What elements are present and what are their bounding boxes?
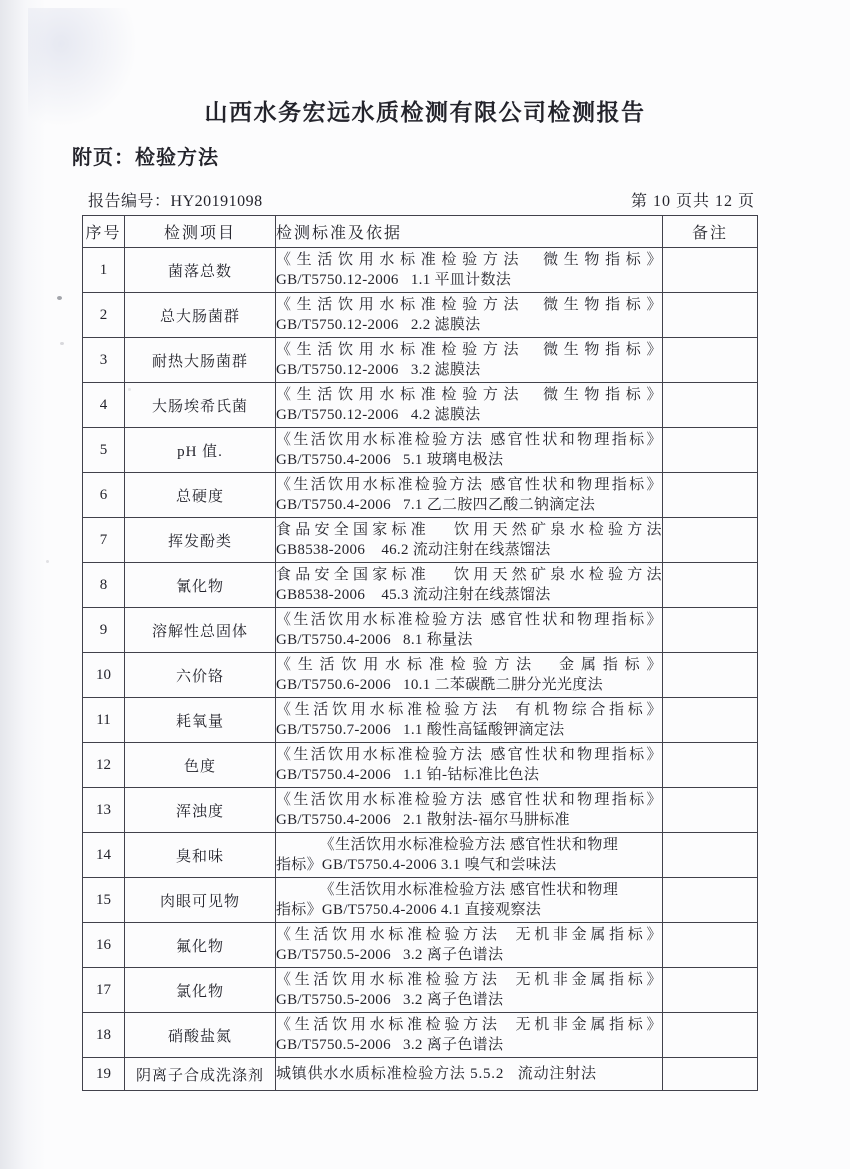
- row-standard: [276, 518, 663, 563]
- row-test-item: 氟化物: [125, 923, 276, 968]
- row-standard-line1: 食品安全国家标准 饮用天然矿泉水检验方法: [276, 567, 662, 583]
- row-standard-line2: GB/T5750.5-2006 3.2 离子色谱法: [276, 947, 504, 963]
- row-standard-line2: GB/T5750.4-2006 8.1 称量法: [276, 632, 473, 648]
- row-remark: [663, 653, 758, 698]
- header-remark: 备注: [663, 216, 758, 248]
- methods-table: [82, 215, 758, 1091]
- row-remark: [663, 293, 758, 338]
- row-standard-line1: 《生活饮用水标准检验方法 无机非金属指标》: [276, 927, 662, 943]
- row-standard-line2: GB8538-2006 45.3 流动注射在线蒸馏法: [276, 587, 551, 603]
- row-number: 19: [83, 1058, 125, 1091]
- row-standard: [276, 338, 663, 383]
- row-standard: [276, 428, 663, 473]
- row-number: 18: [83, 1013, 125, 1058]
- table-row: [83, 968, 758, 1013]
- row-number: 10: [83, 653, 125, 698]
- row-remark: [663, 473, 758, 518]
- row-standard-line2: GB/T5750.12-2006 2.2 滤膜法: [276, 317, 481, 333]
- row-standard-line2: GB/T5750.12-2006 4.2 滤膜法: [276, 407, 481, 423]
- row-test-item: 硝酸盐氮: [125, 1013, 276, 1058]
- row-standard-line1: 《生活饮用水标准检验方法 感官性状和物理: [319, 837, 619, 853]
- row-standard-line1: 《生活饮用水标准检验方法 金属指标》: [276, 657, 662, 673]
- row-test-item: 总大肠菌群: [125, 293, 276, 338]
- row-test-item: 挥发酚类: [125, 518, 276, 563]
- row-standard-line2: GB/T5750.12-2006 1.1 平皿计数法: [276, 272, 512, 288]
- table-row: [83, 1058, 758, 1091]
- table-row: [83, 338, 758, 383]
- row-remark: [663, 518, 758, 563]
- row-number: 9: [83, 608, 125, 653]
- row-standard-line1: 《生活饮用水标准检验方法 微生物指标》: [276, 387, 662, 403]
- row-standard: [276, 248, 663, 293]
- report-number: [88, 188, 263, 211]
- row-standard: [276, 923, 663, 968]
- row-number: 14: [83, 833, 125, 878]
- row-number: 5: [83, 428, 125, 473]
- row-standard-line2: GB/T5750.4-2006 7.1 乙二胺四乙酸二钠滴定法: [276, 497, 596, 513]
- row-remark: [663, 878, 758, 923]
- row-standard: [276, 473, 663, 518]
- table-row: [83, 1013, 758, 1058]
- row-remark: [663, 923, 758, 968]
- row-standard: [276, 293, 663, 338]
- table-row: [83, 653, 758, 698]
- table-row: [83, 383, 758, 428]
- row-standard: [276, 878, 663, 923]
- row-remark: [663, 743, 758, 788]
- row-standard-line1: 《生活饮用水标准检验方法 感官性状和物理指标》: [276, 747, 662, 763]
- row-standard-line2: GB/T5750.4-2006 5.1 玻璃电极法: [276, 452, 504, 468]
- row-standard-line2: GB/T5750.5-2006 3.2 离子色谱法: [276, 992, 504, 1008]
- row-standard: [276, 608, 663, 653]
- row-standard-line1: 《生活饮用水标准检验方法 无机非金属指标》: [276, 1017, 662, 1033]
- table-row: [83, 743, 758, 788]
- row-standard-line1: 《生活饮用水标准检验方法 有机物综合指标》: [276, 702, 662, 718]
- row-standard-line1: 《生活饮用水标准检验方法 无机非金属指标》: [276, 972, 662, 988]
- row-standard: [276, 743, 663, 788]
- table-row: [83, 923, 758, 968]
- row-standard-line1: 《生活饮用水标准检验方法 微生物指标》: [276, 297, 662, 313]
- row-remark: [663, 1013, 758, 1058]
- row-test-item: 六价铬: [125, 653, 276, 698]
- row-standard-line2: GB/T5750.6-2006 10.1 二苯碳酰二肼分光光度法: [276, 677, 603, 693]
- row-standard: [276, 1058, 663, 1091]
- row-standard-line1: 《生活饮用水标准检验方法 感官性状和物理指标》: [276, 432, 662, 448]
- row-standard: [276, 1013, 663, 1058]
- row-remark: [663, 338, 758, 383]
- row-standard: [276, 833, 663, 878]
- row-number: 6: [83, 473, 125, 518]
- scan-speck: [46, 560, 49, 563]
- row-standard-line1: 《生活饮用水标准检验方法 感官性状和物理指标》: [276, 477, 662, 493]
- row-standard-line2: GB/T5750.5-2006 3.2 离子色谱法: [276, 1037, 504, 1053]
- row-remark: [663, 833, 758, 878]
- row-remark: [663, 608, 758, 653]
- header-no: 序号: [83, 216, 125, 248]
- table-row: [83, 518, 758, 563]
- row-number: 12: [83, 743, 125, 788]
- row-test-item: 阴离子合成洗涤剂: [125, 1058, 276, 1091]
- row-remark: [663, 788, 758, 833]
- row-number: 7: [83, 518, 125, 563]
- scan-edge-shadow: [0, 0, 46, 1169]
- row-number: 15: [83, 878, 125, 923]
- row-standard-line2: GB/T5750.4-2006 1.1 铂-钴标准比色法: [276, 767, 540, 783]
- table-row: [83, 788, 758, 833]
- table-row: [83, 878, 758, 923]
- row-test-item: 氯化物: [125, 968, 276, 1013]
- row-remark: [663, 383, 758, 428]
- row-standard-line2: 指标》GB/T5750.4-2006 3.1 嗅气和尝味法: [276, 857, 557, 873]
- table-row: [83, 698, 758, 743]
- row-number: 3: [83, 338, 125, 383]
- row-test-item: 浑浊度: [125, 788, 276, 833]
- row-standard: [276, 383, 663, 428]
- row-standard: [276, 653, 663, 698]
- row-standard-line1: 《生活饮用水标准检验方法 感官性状和物理指标》: [276, 612, 662, 628]
- row-remark: [663, 698, 758, 743]
- row-test-item: 耗氧量: [125, 698, 276, 743]
- row-number: 13: [83, 788, 125, 833]
- report-title: 山西水务宏远水质检测有限公司检测报告: [204, 100, 646, 125]
- table-row: [83, 833, 758, 878]
- row-test-item: 色度: [125, 743, 276, 788]
- table-row: [83, 563, 758, 608]
- row-standard-line2: 指标》GB/T5750.4-2006 4.1 直接观察法: [276, 902, 542, 918]
- table-row: [83, 293, 758, 338]
- row-standard-line1: 食品安全国家标准 饮用天然矿泉水检验方法: [276, 522, 662, 538]
- row-number: 1: [83, 248, 125, 293]
- row-test-item: 溶解性总固体: [125, 608, 276, 653]
- row-test-item: pH 值.: [125, 428, 276, 473]
- row-number: 17: [83, 968, 125, 1013]
- row-standard: [276, 698, 663, 743]
- row-number: 11: [83, 698, 125, 743]
- table-row: [83, 473, 758, 518]
- row-standard-line2: GB/T5750.12-2006 3.2 滤膜法: [276, 362, 481, 378]
- row-standard: [276, 968, 663, 1013]
- row-standard-line1: 城镇供水水质标准检验方法 5.5.2 流动注射法: [276, 1066, 597, 1082]
- row-number: 16: [83, 923, 125, 968]
- table-header-row: [83, 216, 758, 248]
- row-standard-line2: GB/T5750.4-2006 2.1 散射法-福尔马肼标准: [276, 812, 570, 828]
- appendix-label: 附页：检验方法: [72, 147, 219, 169]
- scan-speck: [57, 296, 62, 300]
- table-row: [83, 428, 758, 473]
- row-test-item: 氰化物: [125, 563, 276, 608]
- row-standard-line1: 《生活饮用水标准检验方法 微生物指标》: [276, 252, 662, 268]
- row-test-item: 总硬度: [125, 473, 276, 518]
- row-remark: [663, 248, 758, 293]
- row-remark: [663, 968, 758, 1013]
- row-test-item: 臭和味: [125, 833, 276, 878]
- row-standard-line2: GB8538-2006 46.2 流动注射在线蒸馏法: [276, 542, 551, 558]
- row-number: 4: [83, 383, 125, 428]
- row-test-item: 耐热大肠菌群: [125, 338, 276, 383]
- row-remark: [663, 563, 758, 608]
- report-number-value: HY20191098: [170, 193, 263, 210]
- report-number-label: 报告编号：: [88, 193, 171, 210]
- row-standard-line1: 《生活饮用水标准检验方法 感官性状和物理指标》: [276, 792, 662, 808]
- row-standard-line1: 《生活饮用水标准检验方法 微生物指标》: [276, 342, 662, 358]
- row-number: 2: [83, 293, 125, 338]
- scan-speck: [60, 342, 64, 345]
- table-row: [83, 248, 758, 293]
- row-remark: [663, 1058, 758, 1091]
- row-number: 8: [83, 563, 125, 608]
- page-indicator: 第 10 页共 12 页: [630, 193, 755, 210]
- row-standard-line2: GB/T5750.7-2006 1.1 酸性高锰酸钾滴定法: [276, 722, 565, 738]
- row-test-item: 菌落总数: [125, 248, 276, 293]
- row-standard: [276, 563, 663, 608]
- row-remark: [663, 428, 758, 473]
- row-test-item: 大肠埃希氏菌: [125, 383, 276, 428]
- table-row: [83, 608, 758, 653]
- row-standard-line1: 《生活饮用水标准检验方法 感官性状和物理: [319, 882, 619, 898]
- header-item: 检测项目: [125, 216, 276, 248]
- row-test-item: 肉眼可见物: [125, 878, 276, 923]
- header-standard: 检测标准及依据: [276, 216, 663, 248]
- row-standard: [276, 788, 663, 833]
